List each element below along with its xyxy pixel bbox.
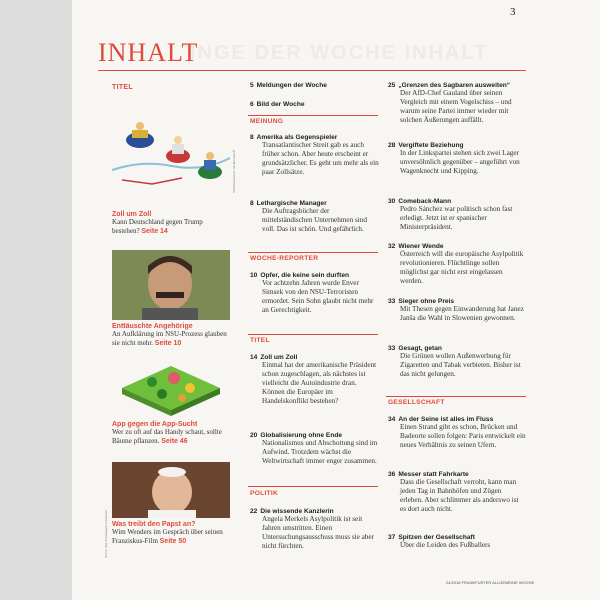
toc-entry[interactable]: 20 Globalisierung ohne Ende Nationalismus und Abschottung sind im Aufwind. Trotzdem wächst die Weltwirtschaft immer enger zusammen. bbox=[250, 432, 378, 465]
caption-text: Wer zu oft auf das Handy schaut, sollte Bäume pflanzen. Seite 46 bbox=[112, 428, 222, 445]
app-illustration bbox=[112, 358, 230, 418]
illustration-boats bbox=[112, 100, 230, 208]
section-rule bbox=[248, 252, 378, 253]
section-meinung: MEINUNG bbox=[250, 118, 284, 125]
section-rule bbox=[248, 486, 378, 487]
toc-entry[interactable]: 8 Amerika als Gegenspieler Transatlantischer Streit gab es auch früher schon. Aber heute erscheint er grundsätzlicher. Es geht um mehr als ein paar Zollsätze. bbox=[250, 134, 379, 176]
toc-entry[interactable]: 33 Gesagt, getan Die Grünen wollen Außenwerbung für Zigaretten und Tabak verbieten. Bisher ist das nicht gelungen. bbox=[388, 345, 521, 378]
pope-photo bbox=[112, 462, 230, 518]
toc-entry[interactable]: 36 Messer statt Fahrkarte Dass die Gesellschaft verroht, kann man jeden Tag in Bahnhöfen und Zügen erleben. Aber schlimmer als anderswo ist es dort auch nicht. bbox=[388, 471, 519, 513]
toc-entry[interactable]: 14 Zoll um Zoll Einmal hat der amerikanische Präsident schon zugeschlagen, als nächstes ist vielleicht die Autoindustrie dran. Können die Europäer im Handelskonflikt bestehen? bbox=[250, 354, 377, 405]
title-rule bbox=[98, 70, 526, 71]
toc-entry[interactable]: 37 Spitzen der Gesellschaft Über die Leiden des Fußballers bbox=[388, 534, 491, 549]
toc-entry[interactable]: 25 „Grenzen des Sagbaren ausweiten“ Der AfD-Chef Gauland über seinen Vergleich mit einem Vogelschiss – und warum seine Partei immer wieder mit solchen Äußerungen auffällt. bbox=[388, 82, 512, 124]
toc-entry[interactable]: 10 Opfer, die keine sein durften Vor achtzehn Jahren wurde Enver Simsek von den NSU-Terroristen ermordet. Sein Sohn glaubt nicht mehr an Gerechtigkeit. bbox=[250, 272, 374, 314]
toc-entry[interactable]: 28 Vergiftete Beziehung In der Linkspartei stehen sich zwei Lager unversöhnlich gegenüber – angeführt von Wagenknecht und Kipping. bbox=[388, 142, 520, 175]
section-titel-left: TITEL bbox=[112, 84, 133, 91]
caption-title: Enttäuschte Angehörige bbox=[112, 323, 193, 330]
section-woche-reporter: WOCHE-REPORTER bbox=[250, 255, 319, 262]
page-number: 3 bbox=[510, 6, 516, 18]
toc-entry[interactable]: 32 Wiener Wende Österreich will die europäische Asylpolitik revolutionieren. Flüchtlinge sollen möglichst gar nicht erst eingelassen werden. bbox=[388, 243, 524, 285]
footer-issue: 24/2018 FRANKFURTER ALLGEMEINE WOCHE bbox=[446, 580, 535, 585]
seite-link[interactable]: Seite 46 bbox=[161, 438, 188, 445]
section-politik: POLITIK bbox=[250, 490, 279, 497]
seite-link[interactable]: Seite 50 bbox=[159, 538, 187, 545]
toc-entry[interactable]: 6 Bild der Woche bbox=[250, 101, 305, 108]
seite-link[interactable]: Seite 14 bbox=[141, 228, 168, 235]
section-rule bbox=[248, 115, 378, 116]
caption-text: Kann Deutschland gegen Trump bestehen? Seite 14 bbox=[112, 218, 203, 235]
thumb-zoll bbox=[112, 100, 230, 236]
toc-entry[interactable]: 5 Meldungen der Woche bbox=[250, 82, 327, 89]
toc-entry[interactable]: 22 Die wissende Kanzlerin Angela Merkels Asylpolitik ist seit Jahren umstritten. Einen Untersuchungsausschuss muss sie aber nicht fürchten. bbox=[250, 508, 374, 550]
toc-entry[interactable]: 33 Sieger ohne Preis Mit Thesen gegen Einwanderung hat Janez Janša die Wahl in Slowenien gewonnen. bbox=[388, 298, 524, 322]
caption-text: Wim Wenders im Gespräch über seinen Franziskus-Film Seite 50 bbox=[112, 528, 223, 545]
thumb-angehoerige bbox=[112, 250, 230, 348]
caption-text: An Aufklärung im NSU-Prozess glauben sie nicht mehr. Seite 10 bbox=[112, 330, 227, 347]
seite-link[interactable]: Seite 10 bbox=[154, 340, 182, 347]
caption-title: Was treibt den Papst an? bbox=[112, 521, 196, 528]
section-titel-mid: TITEL bbox=[250, 337, 270, 344]
illustration-credit: Titelillustration: Jan Rieckhoff bbox=[232, 150, 236, 193]
section-rule bbox=[248, 334, 378, 335]
page-title: INHALT bbox=[98, 38, 199, 67]
section-rule bbox=[386, 396, 526, 397]
toc-entry[interactable]: 30 Comeback-Mann Pedro Sánchez war politisch schon fast erledigt. Jetzt ist er spanischer Ministerpräsident. bbox=[388, 198, 513, 231]
ghost-heading: INGE DER WOCHE INHALT bbox=[190, 42, 489, 64]
portrait-photo bbox=[112, 250, 230, 320]
caption-title: Zoll um Zoll bbox=[112, 211, 152, 218]
caption-title: App gegen die App-Sucht bbox=[112, 421, 198, 428]
thumb-papst bbox=[112, 462, 230, 546]
thumb-app bbox=[112, 358, 230, 446]
toc-entry[interactable]: 8 Lethargische Manager Die Auftragsbücher der mittelständischen Unternehmen sind voll. Das ist schön. Und gefährlich. bbox=[250, 200, 367, 233]
section-gesellschaft: GESELLSCHAFT bbox=[388, 399, 445, 406]
photo-credit: Fotos: dpa, Forestappli, Universal bbox=[104, 510, 108, 558]
toc-entry[interactable]: 34 An der Seine ist alles im Fluss Einen Strand gibt es schon, Brücken und Badeorte sollen folgen: Paris entwickelt ein neues Verhältnis zu seinen Ufern. bbox=[388, 416, 526, 449]
